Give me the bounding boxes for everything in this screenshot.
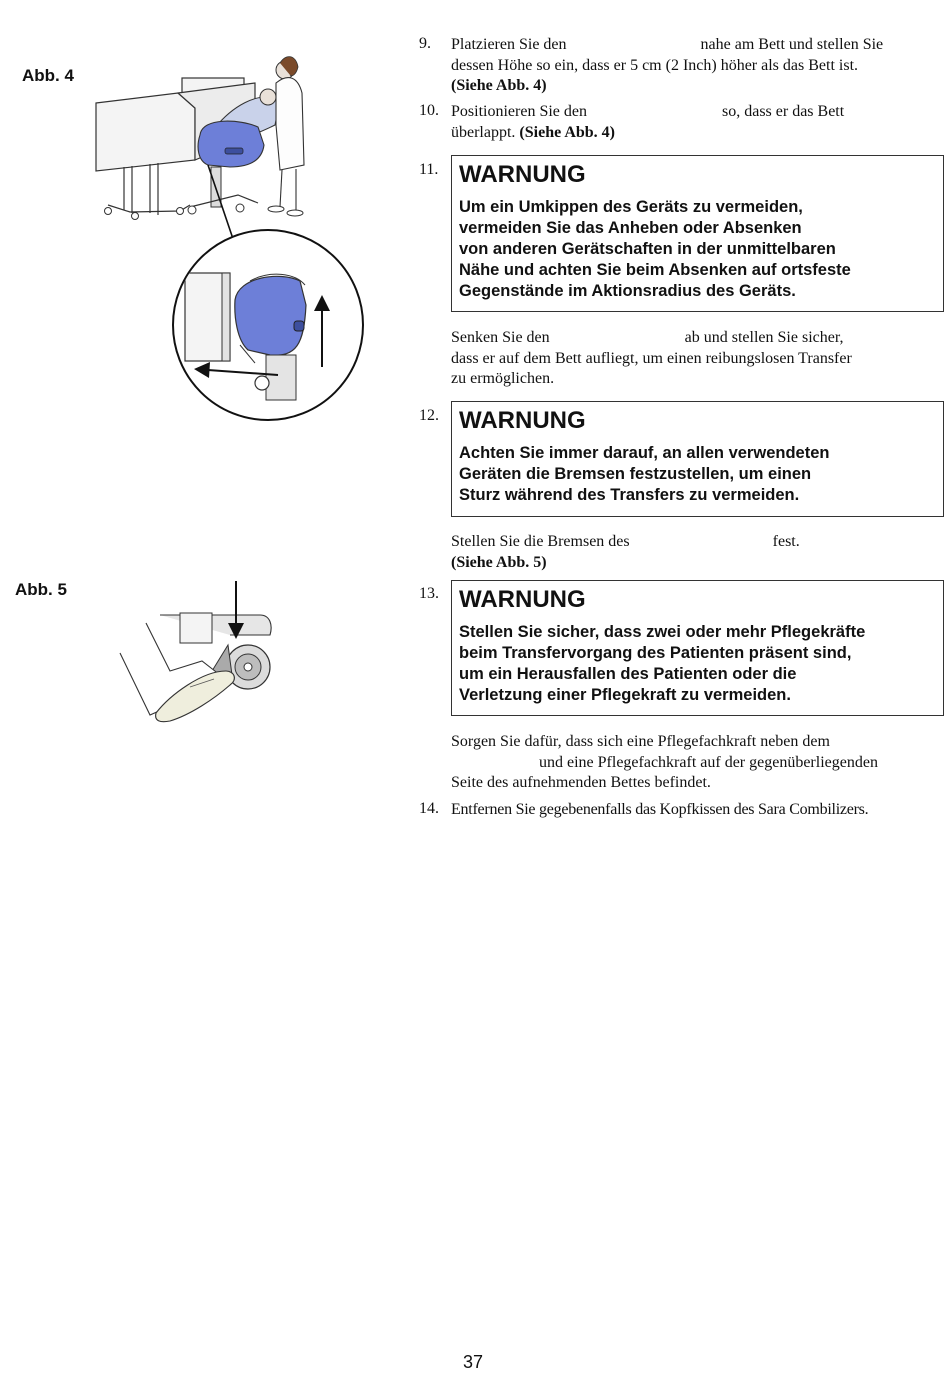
step-text-line: zu ermöglichen. xyxy=(451,370,555,387)
warning-line: Achten Sie immer darauf, an allen verwendeten xyxy=(459,444,830,462)
step-14-text xyxy=(451,800,941,821)
step-10-text xyxy=(451,102,941,143)
step-text-fragment: überlappt. xyxy=(451,123,516,141)
warning-line: Nähe und achten Sie beim Absenken auf ortsfeste xyxy=(459,261,851,279)
step-text-line: dessen Höhe so ein, dass er 5 cm (2 Inch) höher als das Bett ist. xyxy=(451,56,859,74)
warning-title: WARNUNG xyxy=(459,407,586,434)
step-text-line: Sorgen Sie dafür, dass sich eine Pflegefachkraft neben dem xyxy=(451,733,830,750)
step-text-fragment: Stellen Sie die Bremsen des xyxy=(451,533,630,550)
figure-5-illustration xyxy=(110,575,280,735)
step-text-line: Seite des aufnehmenden Bettes befindet. xyxy=(451,774,711,791)
warning-line: Gegenstände im Aktionsradius des Geräts. xyxy=(459,282,796,300)
warning-text xyxy=(459,443,937,506)
step-number: 12. xyxy=(419,407,439,424)
warning-line: von anderen Gerätschaften in der unmittelbaren xyxy=(459,240,836,258)
warning-title: WARNUNG xyxy=(459,161,586,188)
step-number: 13. xyxy=(419,585,439,602)
warning-title: WARNUNG xyxy=(459,586,586,613)
step-text-fragment: so, dass er das Bett xyxy=(721,103,845,120)
step-text-fragment: ab und stellen Sie sicher, xyxy=(684,329,844,346)
figure-reference: (Siehe Abb. 5) xyxy=(451,553,547,571)
step-number: 10. xyxy=(419,102,439,119)
step-text-line: dass er auf dem Bett aufliegt, um einen reibungslosen Transfer xyxy=(451,349,852,367)
figure-5-label: Abb. 5 xyxy=(15,580,67,599)
warning-line: um ein Herausfallen des Patienten oder die xyxy=(459,665,797,683)
page-number: 37 xyxy=(463,1352,484,1372)
step-11-text xyxy=(451,328,941,390)
warning-box xyxy=(451,401,944,517)
step-text-fragment: nahe am Bett und stellen Sie xyxy=(700,36,884,53)
step-text-fragment: Platzieren Sie den xyxy=(451,36,567,53)
step-text-fragment: Positionieren Sie den xyxy=(451,103,587,120)
warning-box xyxy=(451,580,944,716)
warning-line: Verletzung einer Pflegekraft zu vermeiden. xyxy=(459,686,791,704)
step-12-text xyxy=(451,532,941,573)
figure-reference: (Siehe Abb. 4) xyxy=(519,123,615,141)
step-number: 9. xyxy=(419,35,431,52)
warning-line: Geräten die Bremsen festzustellen, um einen xyxy=(459,465,812,483)
figure-4-illustration xyxy=(90,45,410,430)
warning-text xyxy=(459,622,937,706)
step-text-line: Entfernen Sie gegebenenfalls das Kopfkissen des Sara Combilizers. xyxy=(451,801,869,818)
figure-reference: (Siehe Abb. 4) xyxy=(451,77,547,94)
warning-line: Sturz während des Transfers zu vermeiden. xyxy=(459,486,800,504)
step-text-fragment: fest. xyxy=(772,533,800,550)
warning-line: vermeiden Sie das Anheben oder Absenken xyxy=(459,219,802,237)
step-number: 14. xyxy=(419,800,439,817)
step-text-fragment: und eine Pflegefachkraft auf der gegenüberliegenden xyxy=(539,753,878,771)
warning-box xyxy=(451,155,944,312)
step-number: 11. xyxy=(419,161,439,178)
warning-line: Um ein Umkippen des Geräts zu vermeiden, xyxy=(459,198,803,216)
warning-text xyxy=(459,197,937,302)
warning-line: beim Transfervorgang des Patienten präsent sind, xyxy=(459,644,852,662)
step-9-text xyxy=(451,35,941,97)
step-text-fragment: Senken Sie den xyxy=(451,329,550,346)
warning-line: Stellen Sie sicher, dass zwei oder mehr Pflegekräfte xyxy=(459,623,866,641)
figure-4-label: Abb. 4 xyxy=(22,66,74,85)
step-13-text xyxy=(451,732,941,794)
